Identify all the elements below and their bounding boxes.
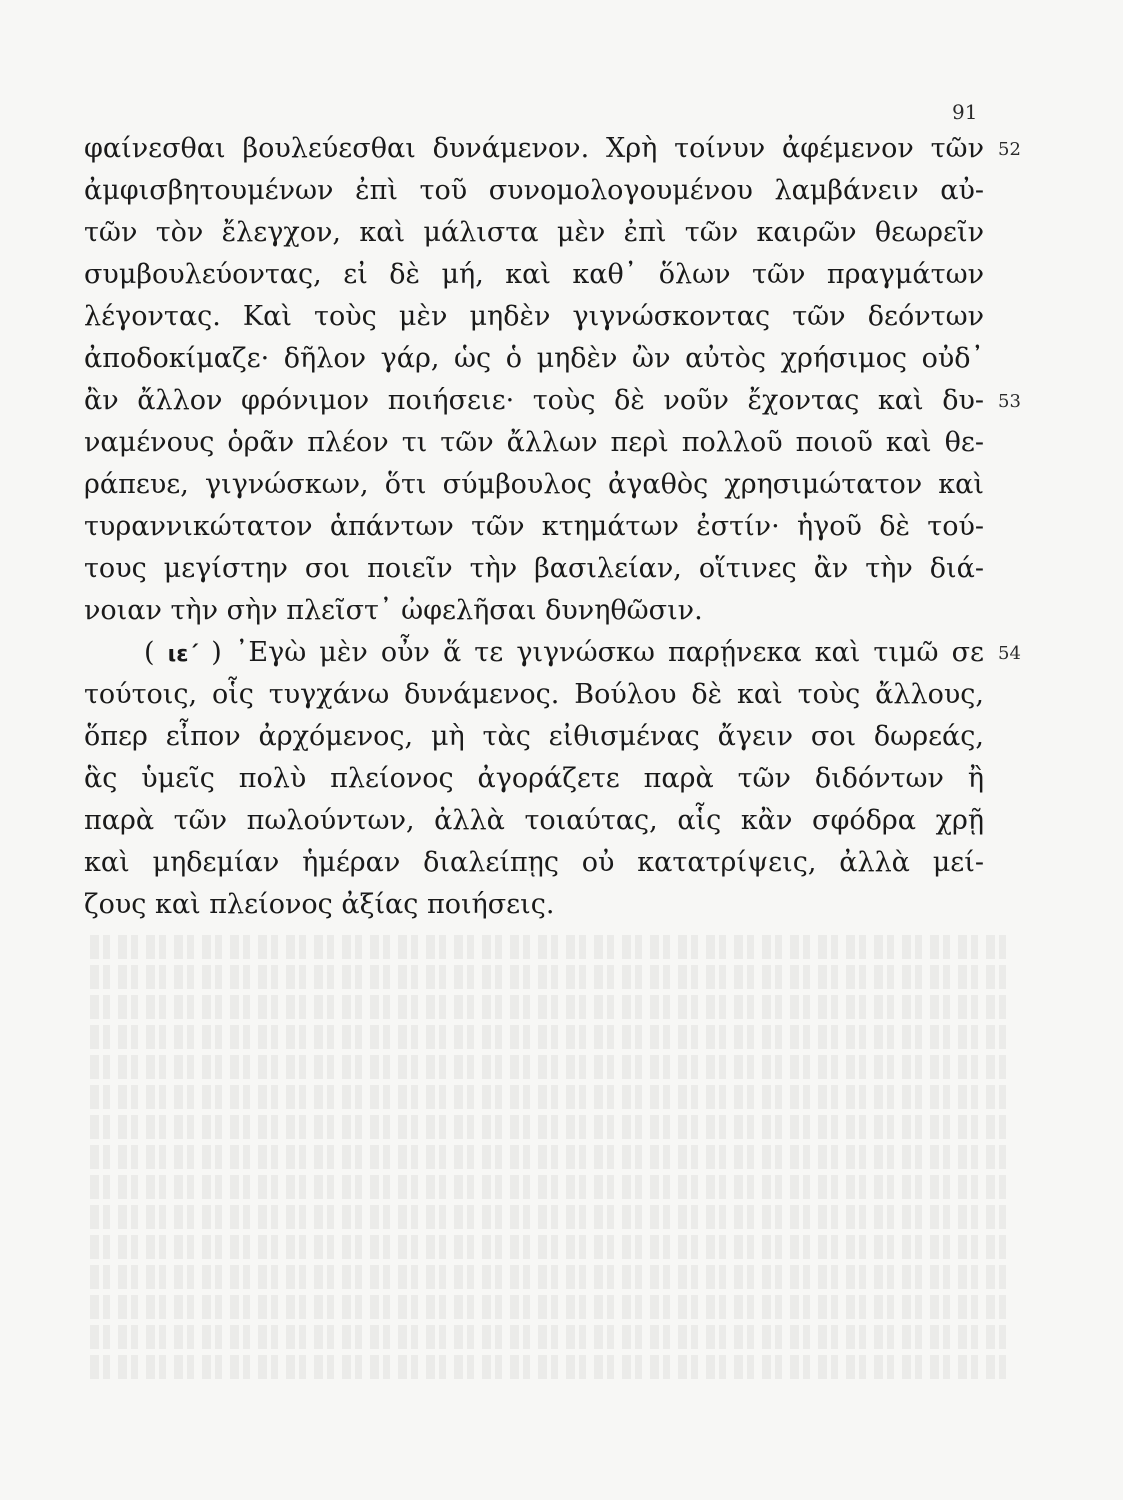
text-line: ἂν ἄλλον φρόνιμον ποιήσειε· τοὺς δὲ νοῦν ἔχοντας καὶ δυ- bbox=[84, 385, 984, 416]
text-line: παρὰ τῶν πωλούντων, ἀλλὰ τοιαύτας, αἷς κἂν σφόδρα χρῇ bbox=[84, 805, 984, 836]
margin-section-number: 54 bbox=[998, 643, 1021, 664]
text-line: τῶν τὸν ἔλεγχον, καὶ μάλιστα μὲν ἐπὶ τῶν καιρῶν θεωρεῖν bbox=[84, 217, 984, 248]
text-line: ὅπερ εἶπον ἀρχόμενος, μὴ τὰς εἰθισμένας ἄγειν σοι δωρεάς, bbox=[84, 721, 984, 752]
text-line: τούτοις, οἷς τυγχάνω δυνάμενος. Βούλου δὲ καὶ τοὺς ἄλλους, bbox=[84, 679, 984, 710]
text-line-section-start bbox=[84, 632, 984, 674]
text-line: ἀμφισβητουμένων ἐπὶ τοῦ συνομολογουμένου λαμβάνειν αὐ- bbox=[84, 175, 984, 206]
text-line: λέγοντας. Καὶ τοὺς μὲν μηδὲν γιγνώσκοντας τῶν δεόντων bbox=[84, 301, 984, 332]
text-line: ζους καὶ πλείονος ἀξίας ποιήσεις. bbox=[84, 889, 555, 920]
margin-section-number: 53 bbox=[998, 391, 1021, 412]
text-line: τους μεγίστην σοι ποιεῖν τὴν βασιλείαν, οἵτινες ἂν τὴν διά- bbox=[84, 553, 984, 584]
text-line: ἀποδοκίμαζε· δῆλον γάρ, ὡς ὁ μηδὲν ὢν αὐτὸς χρήσιμος οὐδ᾽ bbox=[84, 343, 984, 374]
section-label-close: ) bbox=[198, 637, 235, 668]
body-text bbox=[84, 128, 984, 926]
section-label-open: ( bbox=[144, 637, 168, 668]
show-through-text bbox=[90, 935, 1010, 1395]
section-first-line: ᾿Εγὼ μὲν οὖν ἅ τε γιγνώσκω παρῄνεκα καὶ τιμῶ σε bbox=[234, 637, 984, 668]
text-line: νοιαν τὴν σὴν πλεῖστ᾽ ὠφελῆσαι δυνηθῶσιν. bbox=[84, 595, 703, 626]
section-label: ιε΄ bbox=[167, 642, 199, 667]
text-line: ράπευε, γιγνώσκων, ὅτι σύμβουλος ἀγαθὸς χρησιμώτατον καὶ bbox=[84, 469, 984, 500]
text-line: ναμένους ὁρᾶν πλέον τι τῶν ἄλλων περὶ πολλοῦ ποιοῦ καὶ θε- bbox=[84, 427, 984, 458]
text-line: φαίνεσθαι βουλεύεσθαι δυνάμενον. Χρὴ τοίνυν ἀφέμενον τῶν bbox=[84, 133, 984, 164]
text-line: συμβουλεύοντας, εἰ δὲ μή, καὶ καθ᾽ ὅλων τῶν πραγμάτων bbox=[84, 259, 984, 290]
text-line: ἃς ὑμεῖς πολὺ πλείονος ἀγοράζετε παρὰ τῶν διδόντων ἢ bbox=[84, 763, 984, 794]
margin-section-number: 52 bbox=[998, 139, 1021, 160]
page-number: 91 bbox=[952, 100, 978, 124]
text-line: καὶ μηδεμίαν ἡμέραν διαλείπῃς οὐ κατατρίψεις, ἀλλὰ μεί- bbox=[84, 847, 984, 878]
text-line: τυραννικώτατον ἁπάντων τῶν κτημάτων ἐστίν· ἡγοῦ δὲ τού- bbox=[84, 511, 984, 542]
